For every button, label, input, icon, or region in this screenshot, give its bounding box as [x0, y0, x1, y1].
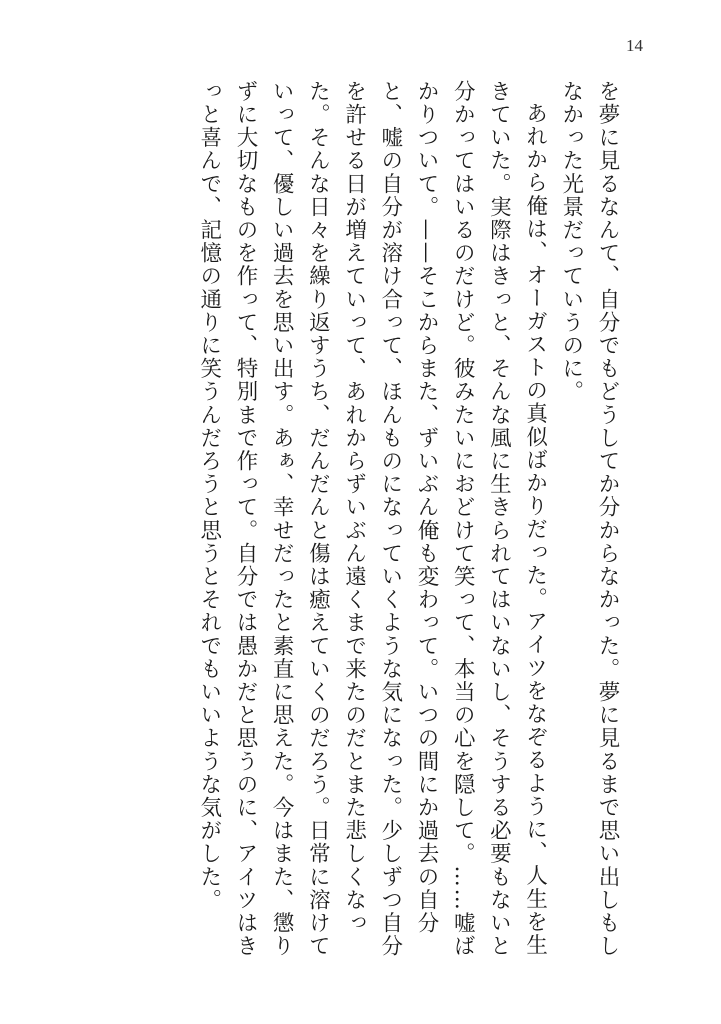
- paragraph: あれから俺は、オーガストの真似ばかりだった。アイツをなぞるように、人生を生きていた。実際はきっと、そんな風に生きられてはいないし、そうする必要もないと分かってはいるのだけど。彼みたいにおどけて笑って、本当の心を隠して。……嘘ばかりついて。——そこからまた、ずいぶん俺も変わって。いつの間にか過去の自分と、嘘の自分が溶け合って、ほんものになっていくような気になった。少しずつ自分を許せる日が増えていって、あれからずいぶん遠くまで来たのだとまた悲しくなった。そんな日々を繰り返すうち、だんだんと傷は癒えていくのだろう。日常に溶けていって、優しい過去を思い出す。あぁ、幸せだったと素直に思えた。今はまた、懲りずに大切なものを作って、特別まで作って。自分では愚かだと思うのに、アイツはきっと喜んで、記憶の通りに笑うんだろうと思うとそれでもいいような気がした。: [196, 80, 548, 958]
- page-number: 14: [626, 36, 643, 55]
- paragraph: を夢に見るなんて、自分でもどうしてか分からなかった。夢に見るまで思い出しもしなかった光景だっていうのに。: [558, 80, 620, 958]
- body-text: [191, 80, 625, 960]
